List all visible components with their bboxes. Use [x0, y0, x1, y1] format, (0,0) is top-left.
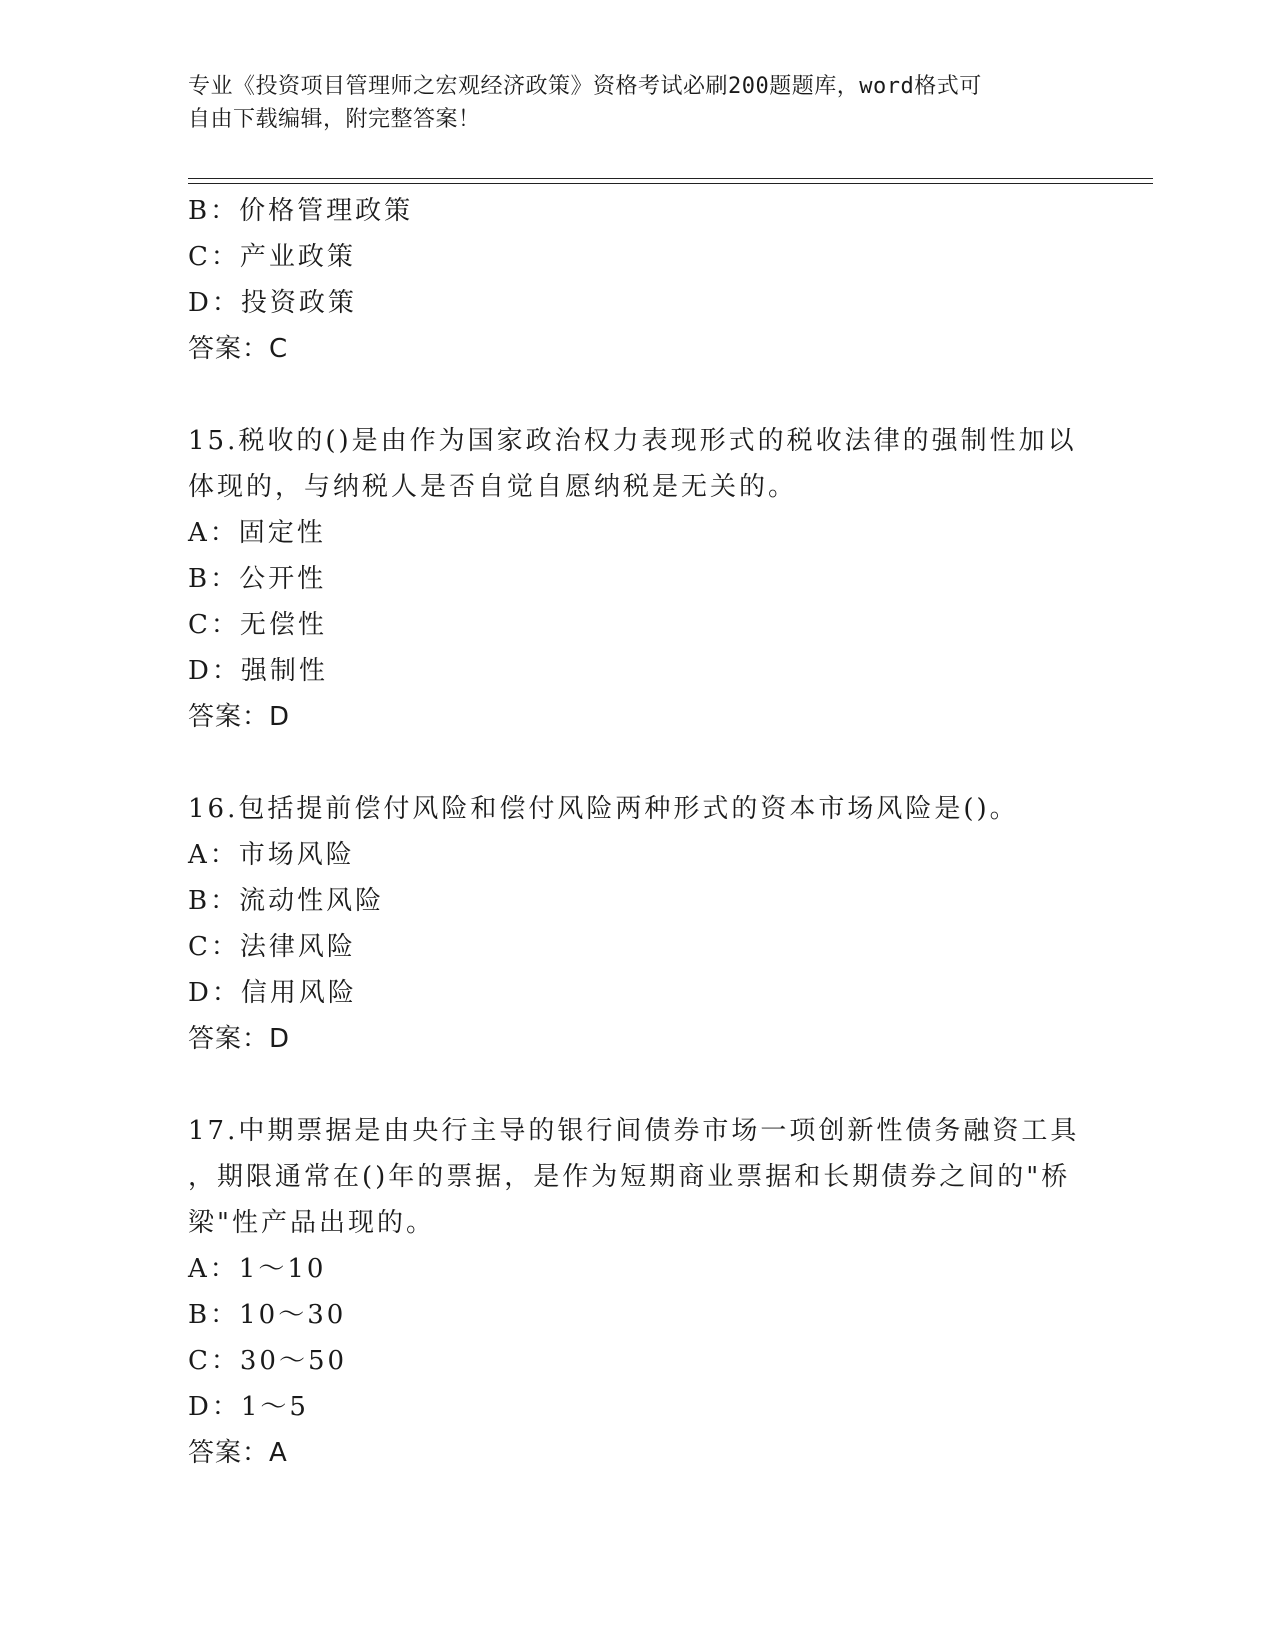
option-c: C：无偿性: [188, 610, 327, 640]
option-c: C：产业政策: [188, 242, 356, 272]
option-a: A：固定性: [188, 518, 326, 548]
question-14-tail: [188, 188, 1068, 372]
answer: 答案：C: [188, 334, 289, 364]
answer: 答案：A: [188, 1438, 288, 1468]
option-c: C：法律风险: [188, 932, 356, 962]
question-15: [188, 418, 1077, 740]
question-content: [188, 188, 1080, 1476]
question-text-line: 16.包括提前偿付风险和偿付风险两种形式的资本市场风险是()。: [188, 794, 1019, 824]
option-a: A：市场风险: [188, 840, 355, 870]
header-divider-bottom: [188, 183, 1153, 184]
option-b: B：10～30: [188, 1300, 347, 1330]
option-b: B：流动性风险: [188, 886, 385, 916]
question-text-line: ，期限通常在()年的票据，是作为短期商业票据和长期债券之间的"桥: [188, 1162, 1071, 1192]
option-d: D：投资政策: [188, 288, 357, 318]
answer: 答案：D: [188, 702, 291, 732]
option-d: D：强制性: [188, 656, 328, 686]
question-text-line: 体现的，与纳税人是否自觉自愿纳税是无关的。: [188, 472, 798, 502]
question-text-line: 梁"性产品出现的。: [188, 1208, 435, 1238]
question-text-line: 17.中期票据是由央行主导的银行间债券市场一项创新性债务融资工具: [188, 1116, 1080, 1146]
answer: 答案：D: [188, 1024, 291, 1054]
question-17: [188, 1108, 1080, 1476]
question-16: [188, 786, 1068, 1062]
option-b: B：公开性: [188, 564, 327, 594]
header-line-2: 自由下载编辑，附完整答案！: [188, 107, 481, 132]
option-d: D：1～5: [188, 1392, 309, 1422]
header-divider-top: [188, 178, 1153, 179]
option-d: D：信用风险: [188, 978, 357, 1008]
option-c: C：30～50: [188, 1346, 348, 1376]
question-text-line: 15.税收的()是由作为国家政治权力表现形式的税收法律的强制性加以: [188, 426, 1077, 456]
header-line-1: 专业《投资项目管理师之宏观经济政策》资格考试必刷200题题库，word格式可: [188, 74, 982, 99]
document-header: [188, 70, 1068, 136]
option-b: B：价格管理政策: [188, 196, 414, 226]
option-a: A：1～10: [188, 1254, 327, 1284]
